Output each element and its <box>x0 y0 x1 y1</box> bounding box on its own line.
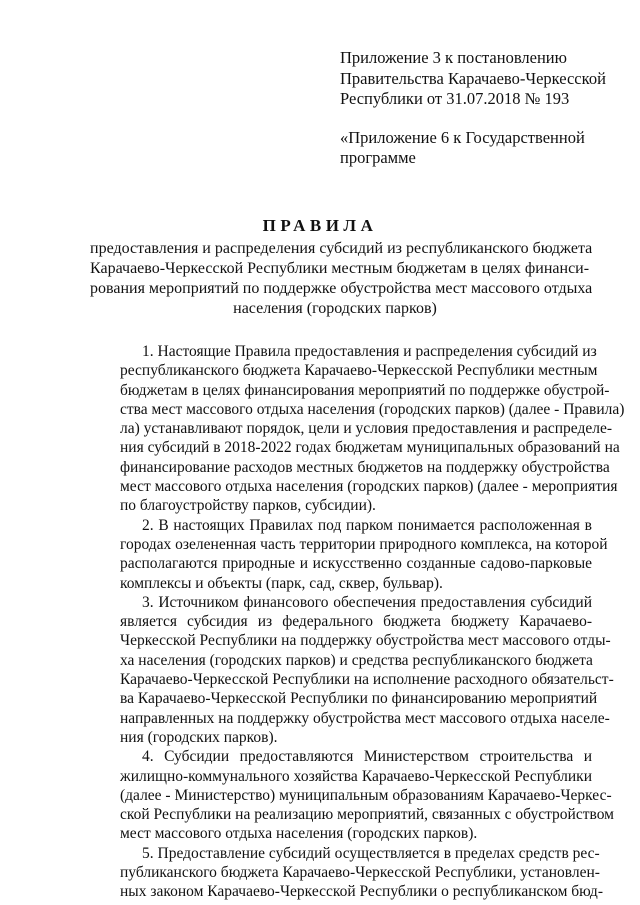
paragraph-line: мест массового отдыха населения (городских парков) (далее - мероприятия <box>120 478 618 496</box>
paragraph-line: жилищно-коммунального хозяйства Карачаево-Черкесской Республики <box>120 767 592 785</box>
subtitle-line: рования мероприятий по поддержке обустройства мест массового отдыха <box>90 280 593 297</box>
document-subtitle <box>90 239 593 319</box>
paragraph-line: ской Республики на реализацию мероприятий, связанных с обустройством <box>120 806 614 824</box>
appendix-line: Республики от 31.07.2018 № 193 <box>340 89 570 108</box>
paragraph-line: располагаются природные и искусственно созданные садово-парковые <box>120 555 592 573</box>
paragraph-line: ства мест массового отдыха населения (городских парков) (далее - Правила) <box>120 400 625 418</box>
paragraph-line: Черкесской Республики на поддержку обустройства мест массового отды- <box>120 632 611 650</box>
paragraph-line: ния (городских парков). <box>120 728 278 746</box>
appendix-line: Правительства Карачаево-Черкесской <box>340 68 606 88</box>
paragraph-5 <box>120 844 603 902</box>
appendix-line: программе <box>340 148 416 167</box>
paragraph-line: направленных на поддержку обустройства мест массового отдыха населе- <box>120 709 610 727</box>
paragraph-1 <box>120 342 625 516</box>
paragraph-line: ния субсидий в 2018-2022 годах бюджетам муниципальных образований на <box>120 439 620 457</box>
paragraph-line: городах озелененная часть территории природного комплекса, на которой <box>120 535 608 553</box>
paragraph-3 <box>120 593 614 747</box>
subtitle-line: населения (городских парков) <box>233 300 437 317</box>
document-title: ПРАВИЛА <box>262 216 378 235</box>
paragraph-4 <box>120 747 614 843</box>
paragraph-2 <box>120 516 608 593</box>
paragraph-line: является субсидия из федерального бюджета бюджету Карачаево- <box>120 613 592 631</box>
paragraph-line: Карачаево-Черкесской Республики на исполнение расходного обязательст- <box>120 671 614 689</box>
appendix-line: «Приложение 6 к Государственной <box>340 127 585 147</box>
paragraph-line: ва Карачаево-Черкесской Республики по финансированию мероприятий <box>120 690 598 708</box>
paragraph-line: по благоустройству парков, субсидии). <box>120 497 376 515</box>
paragraph-line: мест массового отдыха населения (городских парков). <box>120 825 478 843</box>
paragraph-line: 3. Источником финансового обеспечения предоставления субсидий <box>142 593 592 611</box>
paragraph-line: 5. Предоставление субсидий осуществляется в пределах средств рес- <box>142 844 600 862</box>
paragraph-line: ла) устанавливают порядок, цели и условия предоставления и распределе- <box>120 420 613 438</box>
paragraph-line: комплексы и объекты (парк, сад, сквер, бульвар). <box>120 574 443 592</box>
paragraph-line: публиканского бюджета Карачаево-Черкесской Республики, установлен- <box>120 864 600 882</box>
paragraph-line: бюджетам в целях финансирования мероприятий по поддержке обустрой- <box>120 381 610 399</box>
appendix-line: Приложение 3 к постановлению <box>340 48 567 67</box>
paragraph-line: (далее - Министерство) муниципальным образованиям Карачаево-Черкес- <box>120 786 612 804</box>
paragraph-line: ха населения (городских парков) и средства республиканского бюджета <box>120 651 593 669</box>
paragraph-line: республиканского бюджета Карачаево-Черкесской Республики местным <box>120 362 598 380</box>
subtitle-line: предоставления и распределения субсидий из республиканского бюджета <box>90 240 593 257</box>
document-body <box>120 342 625 902</box>
paragraph-line: 4. Субсидии предоставляются Министерством строительства и <box>142 748 592 766</box>
appendix-header <box>340 48 630 169</box>
paragraph-line: 2. В настоящих Правилах под парком понимается расположенная в <box>142 516 592 534</box>
paragraph-line: финансирование расходов местных бюджетов на поддержку обустройства <box>120 458 610 476</box>
paragraph-line: ных законом Карачаево-Черкесской Республики о республиканском бюд- <box>120 883 603 901</box>
subtitle-line: Карачаево-Черкесской Республики местным бюджетам в целях финанси- <box>90 260 590 277</box>
paragraph-line: 1. Настоящие Правила предоставления и распределения субсидий из <box>142 343 597 360</box>
